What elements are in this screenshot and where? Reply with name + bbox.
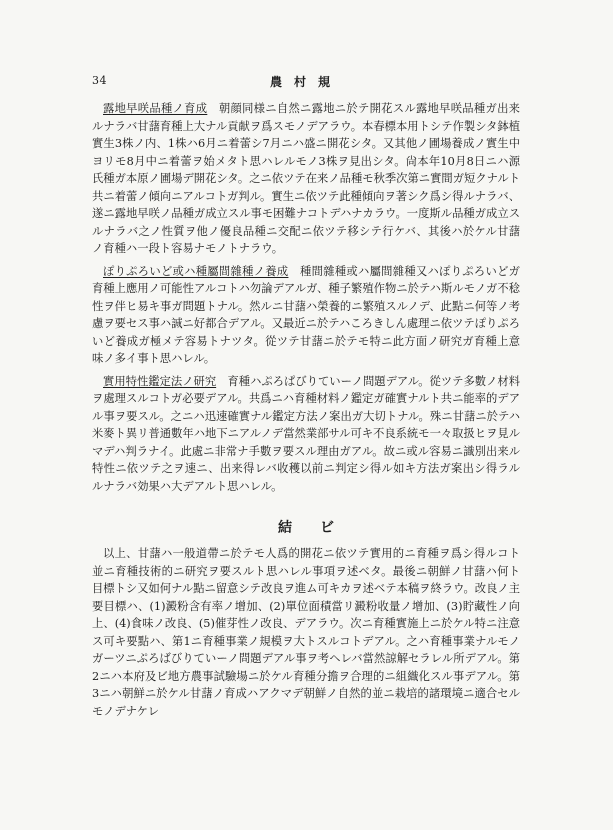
paragraph-heading: 實用特性鑑定法ノ研究 xyxy=(103,374,217,388)
paragraph-text: 以上、甘藷ハ一般道帶ニ於テモ人爲的開花ニ依ツテ實用的ニ育種ヲ爲シ得ルコト並ニ育種技術的ニ研究ヲ要スルト思ハレル事項ヲ述ベタ。最後ニ朝鮮ノ甘藷ハ何ト目標トシ又如何ナル點ニ留意シテ改良ヲ進ム可キカヲ述ベテ本稿ヲ終ラウ。改良ノ主要目標ハ、(1)澱粉含有率ノ增加、(2)單位面積當リ澱粉收量ノ增加、(3)貯藏性ノ向上、(4)食味ノ改良、(5)催芽性ノ改良、デアラウ。次ニ育種實施上ニ於ケル特ニ注意ス可キ要點ハ、第1ニ育種事業ノ規模ヲ大トスルコトデアル。之ハ育種事業ナルモノガーツニぷろばびりていーノ問題デアル事ヲ考ヘレバ當然諒解セラレル所デアル。第2ニハ本府及ビ地方農事試驗場ニ於ケル育種分擔ヲ合理的ニ組織化スル事デアル。第3ニハ朝鮮ニ於ケル甘藷ノ育成ハアクマデ朝鮮ノ自然的並ニ栽培的諸環境ニ適合セルモノデナケレ xyxy=(92,547,520,718)
paragraph-heading: 露地早咲品種ノ育成 xyxy=(103,102,208,115)
section-title: 結ビ xyxy=(278,520,362,536)
paragraph-text: 朝顔同様ニ自然ニ露地ニ於テ開花スル露地早咲品種ガ出来ルナラバ甘藷育種上大ナル貢献ヲ爲スモノデアラウ。本春標本用トシテ作製シタ鉢植實生3株ノ内、1株ハ6月ニ着蕾シ7月ニハ盛ニ開花シタ。又其他ノ圃場養成ノ實生中ヨリモ8月中ニ着蕾ヲ始メタト思ハレルモノ3株ヲ見出シタ。尙本年10月8日ニハ源氏種ガ本原ノ圃場デ開花シタ。之ニ依ツテ在来ノ品種モ秋季次第ニ實間ガ短クナルト共ニ着蕾ノ傾向ニアルコトガ判ル。實生ニ依ツテ此種傾向ヲ著シク爲シ得ルナラバ、遂ニ露地早咲ノ品種ガ成立スル事モ困難ナコトデハナカラウ。一度斯ル品種ガ成立スルナラバ之ノ性質ヲ他ノ優良品種ニ交配ニ依ツテ移シテ行ケバ、其後ハ於ケル甘藷ノ育種ハ一段ト容易ナモノトナラウ。 xyxy=(92,102,520,255)
paragraph-trait-assessment xyxy=(92,373,520,496)
paragraph-heading: ぽりぷろいど或ハ種屬間雜種ノ養成 xyxy=(103,264,289,278)
paragraph-polyploid-hybrid xyxy=(92,263,520,368)
paragraph-text: 種間雜種或ハ屬間雜種又ハぽりぷろいどガ育種上應用ノ可能性アルコトハ勿論デアルガ、種子繁殖作物ニ於テハ斯ルモノガ不稔性ヲ伴ヒ易キ事ガ問題トナル。然ルニ甘藷ハ榮養的ニ繁殖スルノデ、此點ニ何等ノ考慮ヲ要セス事ハ誠ニ好都合デアル。又最近ニ於テハころきしん處理ニ依ツテぽりぷろいど養成ガ極メテ容易トナツタ。從ツテ甘藷ニ於テモ特ニ此方面ノ研究ガ育種上意味ノ多イ事ト思ハレル。 xyxy=(92,264,520,365)
paragraph-conclusion xyxy=(92,545,520,720)
journal-title: 農村規 xyxy=(270,75,343,89)
page-body xyxy=(92,100,520,725)
page-header xyxy=(0,74,613,94)
page-number: 34 xyxy=(92,74,107,87)
paragraph-open-field-early-flowering xyxy=(92,100,520,258)
paragraph-text: 育種ハぷろぱびりていーノ問題デアル。從ツテ多數ノ材料ヲ處理スルコトガ必要デアル。共爲ニハ育種材料ノ鑑定ガ確實ナルト共ニ能率的デアル事ヲ要スル。之ニハ迅速確實ナル鑑定方法ノ案出ガ大切トナル。殊ニ甘藷ニ於テハ米麥ト異リ普通數年ハ地下ニアルノデ當然業部サル可キ不良系統モ一々取扱ヒヲ見ルマデハ判ラナイ。此處ニ非常ナ手數ヲ要スル理由ガアル。故ニ或ル容易ニ識別出来ル特性ニ依ツテ之ヲ速ニ、出来得レバ收穫以前ニ判定シ得ル如キ方法ガ案出シ得ラルルナラバ効果ハ大デアルト思ハレル。 xyxy=(92,374,520,493)
